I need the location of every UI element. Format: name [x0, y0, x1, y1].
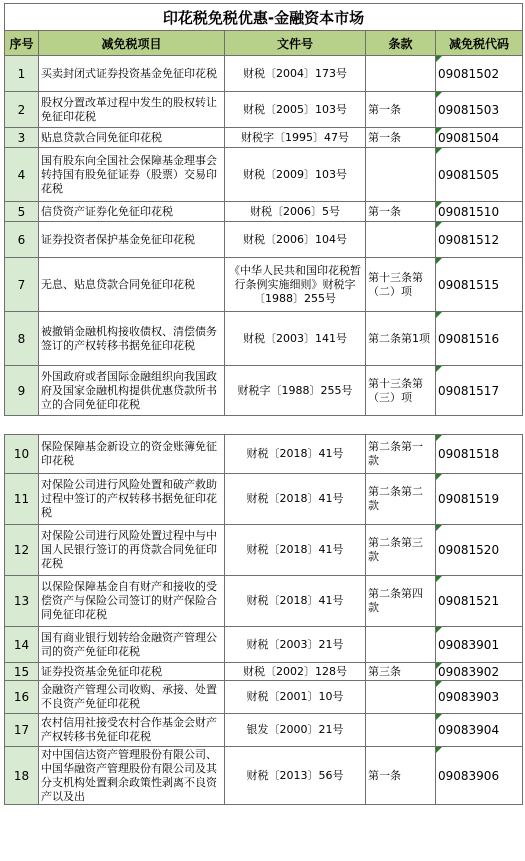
row-code-text: 09081502 — [438, 66, 500, 81]
row-code-text: 09083901 — [438, 637, 500, 652]
row-item-text: 对保险公司进行风险处置和破产救助过程中签订的产权转移书据免征印花税 — [41, 478, 217, 519]
row-number-text: 10 — [13, 447, 30, 461]
table-row — [5, 681, 523, 714]
table-row — [5, 474, 523, 525]
table-row — [5, 714, 523, 747]
row-item-text: 股权分置改革过程中发生的股权转让免征印花税 — [41, 95, 217, 123]
tax-table-bottom — [4, 434, 523, 805]
row-doc-text: 财税〔2003〕21号 — [246, 637, 344, 651]
row-code-text: 09081503 — [438, 102, 500, 117]
row-item — [39, 128, 225, 148]
row-code — [436, 435, 523, 474]
row-number-text: 17 — [13, 723, 30, 737]
row-code-text: 09083903 — [438, 690, 500, 704]
row-doc-text: 财税〔2002〕128号 — [243, 664, 347, 678]
row-code — [436, 663, 523, 681]
row-clause — [366, 56, 436, 92]
row-item — [39, 258, 225, 312]
row-item — [39, 56, 225, 92]
row-clause-text: 第二条第二款 — [368, 485, 423, 512]
row-code — [436, 366, 523, 416]
row-item — [39, 366, 225, 416]
row-code — [436, 714, 523, 747]
row-item — [39, 148, 225, 202]
row-item-text: 以保险保障基金自有财产和接收的受偿资产与保险公司签订的财产保险合同免征印花税 — [41, 580, 217, 621]
row-code — [436, 627, 523, 663]
row-clause-text: 第一条 — [368, 768, 401, 782]
row-doc-text: 财税〔2001〕10号 — [246, 690, 344, 703]
row-code-text: 09081520 — [438, 543, 500, 557]
table-row — [5, 92, 523, 128]
row-item-text: 被撤销金融机构接收债权、清偿债务签订的产权转移书据免征印花税 — [41, 324, 217, 352]
row-number — [5, 627, 39, 663]
row-number-text: 8 — [17, 331, 26, 346]
row-number-text: 14 — [13, 637, 30, 652]
row-number-text: 16 — [13, 690, 30, 704]
row-doc — [225, 663, 366, 681]
row-clause-text: 第一条 — [368, 102, 401, 116]
row-number — [5, 714, 39, 747]
row-number — [5, 576, 39, 627]
table-row — [5, 258, 523, 312]
row-code — [436, 128, 523, 148]
header-item: 减免税项目 — [39, 31, 225, 56]
row-number — [5, 148, 39, 202]
row-item-text: 对保险公司进行风险处置过程中与中国人民银行签订的再贷款合同免征印花税 — [41, 529, 217, 570]
row-number — [5, 258, 39, 312]
section-gap — [0, 427, 525, 434]
row-doc — [225, 148, 366, 202]
row-code-text: 09083902 — [438, 664, 500, 679]
row-number-text: 12 — [13, 543, 30, 557]
row-number — [5, 312, 39, 366]
row-doc — [225, 202, 366, 222]
table-row — [5, 56, 523, 92]
row-number — [5, 435, 39, 474]
header-clause: 条款 — [366, 31, 436, 56]
row-code-text: 09081519 — [438, 492, 500, 506]
row-code-text: 09081515 — [438, 277, 500, 292]
row-doc — [225, 576, 366, 627]
row-item — [39, 681, 225, 714]
table-row — [5, 747, 523, 805]
row-item-text: 外国政府或者国际金融组织向我国政府及国家金融机构提供优惠贷款所书立的合同免征印花税 — [41, 369, 217, 411]
table-row — [5, 627, 523, 663]
row-item-text: 金融资产管理公司收购、承接、处置不良资产免征印花税 — [41, 683, 217, 710]
tax-table-top — [4, 3, 523, 416]
row-clause — [366, 576, 436, 627]
table-row — [5, 525, 523, 576]
row-code-text: 09081517 — [438, 383, 500, 398]
row-clause-text: 第二条第1项 — [368, 331, 430, 345]
row-clause — [366, 627, 436, 663]
row-doc-text: 财税〔2003〕141号 — [243, 331, 347, 345]
row-doc — [225, 92, 366, 128]
row-number — [5, 92, 39, 128]
row-number — [5, 202, 39, 222]
row-clause-text: 第一条 — [368, 204, 401, 218]
row-clause-text: 第二条第三款 — [368, 536, 423, 563]
row-item-text: 保险保障基金新设立的资金账簿免征印花税 — [41, 440, 217, 467]
row-clause — [366, 92, 436, 128]
row-code-text: 09083906 — [438, 768, 500, 783]
row-number-text: 7 — [17, 277, 26, 292]
row-code — [436, 148, 523, 202]
row-doc — [225, 312, 366, 366]
row-doc — [225, 222, 366, 258]
row-clause-text: 第十三条第（三）项 — [368, 376, 423, 404]
row-number-text: 4 — [17, 167, 26, 182]
row-item-text: 国有股东向全国社会保障基金理事会转持国有股免征证券（股票）交易印花税 — [41, 153, 217, 195]
row-clause-text: 第十三条第（二）项 — [368, 270, 423, 298]
row-number-text: 15 — [13, 664, 30, 679]
row-doc — [225, 525, 366, 576]
row-doc — [225, 474, 366, 525]
row-doc — [225, 258, 366, 312]
row-clause — [366, 258, 436, 312]
row-number-text: 6 — [17, 232, 26, 247]
row-code-text: 09081516 — [438, 331, 500, 346]
row-item-text: 无息、贴息贷款合同免征印花税 — [41, 277, 195, 291]
row-number-text: 18 — [13, 768, 30, 783]
row-code — [436, 576, 523, 627]
row-item-text: 贴息贷款合同免征印花税 — [41, 130, 162, 144]
row-code-text: 09081510 — [438, 204, 500, 219]
row-clause-text: 第一条 — [368, 130, 401, 144]
table-row — [5, 312, 523, 366]
table-row — [5, 576, 523, 627]
row-code — [436, 56, 523, 92]
row-number — [5, 128, 39, 148]
header-code: 减免税代码 — [436, 31, 523, 56]
row-doc — [225, 435, 366, 474]
row-doc-text: 财税〔2005〕103号 — [243, 102, 347, 116]
table-row — [5, 435, 523, 474]
row-clause — [366, 312, 436, 366]
row-doc — [225, 56, 366, 92]
row-code — [436, 474, 523, 525]
row-doc-text: 财税〔2006〕104号 — [243, 232, 347, 246]
table-row — [5, 222, 523, 258]
row-clause — [366, 525, 436, 576]
row-item — [39, 474, 225, 525]
row-item-text: 国有商业银行划转给金融资产管理公司的资产免征印花税 — [41, 630, 217, 658]
row-item — [39, 92, 225, 128]
row-doc-text: 财税〔2009〕103号 — [243, 167, 347, 181]
row-item-text: 证券投资基金免征印花税 — [41, 664, 162, 678]
row-number-text: 11 — [13, 492, 30, 506]
table-title: 印花税免税优惠-金融资本市场 — [5, 4, 523, 31]
row-item-text: 信贷资产证券化免征印花税 — [41, 204, 173, 218]
row-number-text: 9 — [17, 383, 26, 398]
row-clause-text: 第三条 — [368, 664, 401, 678]
row-clause-text: 第二条第四款 — [368, 587, 423, 614]
row-clause — [366, 202, 436, 222]
row-item-text: 农村信用社接受农村合作基金会财产产权转移书免征印花税 — [41, 716, 217, 743]
row-doc-text: 财税〔2018〕41号 — [246, 543, 344, 556]
row-number — [5, 56, 39, 92]
row-item — [39, 435, 225, 474]
table-row — [5, 202, 523, 222]
row-doc — [225, 128, 366, 148]
row-clause — [366, 681, 436, 714]
row-doc-text: 财税〔2018〕41号 — [246, 594, 344, 607]
row-doc — [225, 747, 366, 805]
row-code — [436, 92, 523, 128]
row-number — [5, 663, 39, 681]
table-row — [5, 128, 523, 148]
row-code — [436, 681, 523, 714]
row-code-text: 09081518 — [438, 447, 500, 461]
row-number-text: 5 — [17, 204, 26, 219]
row-code — [436, 747, 523, 805]
row-doc-text: 财税字〔1988〕255号 — [237, 383, 353, 397]
row-item — [39, 202, 225, 222]
row-number — [5, 222, 39, 258]
row-number — [5, 474, 39, 525]
row-item — [39, 714, 225, 747]
row-code-text: 09081521 — [438, 594, 500, 608]
row-code — [436, 222, 523, 258]
row-item — [39, 222, 225, 258]
row-item — [39, 576, 225, 627]
row-clause — [366, 148, 436, 202]
row-clause — [366, 435, 436, 474]
row-doc-text: 财税〔2018〕41号 — [246, 447, 344, 460]
row-number — [5, 525, 39, 576]
row-clause — [366, 663, 436, 681]
table-row — [5, 366, 523, 416]
row-number-text: 3 — [17, 130, 26, 145]
row-doc-text: 财税〔2013〕56号 — [246, 768, 344, 782]
row-doc — [225, 627, 366, 663]
row-doc-text: 银发〔2000〕21号 — [246, 723, 344, 736]
row-doc — [225, 681, 366, 714]
row-number-text: 1 — [17, 66, 26, 81]
row-code-text: 09081505 — [438, 167, 500, 182]
table-row — [5, 148, 523, 202]
row-doc — [225, 366, 366, 416]
row-item — [39, 525, 225, 576]
row-item-text: 买卖封闭式证券投资基金免征印花税 — [41, 66, 217, 80]
row-code — [436, 258, 523, 312]
row-code — [436, 312, 523, 366]
row-doc-text: 财税〔2004〕173号 — [243, 66, 347, 80]
row-item — [39, 747, 225, 805]
row-item-text: 证券投资者保护基金免征印花税 — [41, 232, 195, 246]
table-row — [5, 663, 523, 681]
row-doc-text: 《中华人民共和国印花税暂行条例实施细则》财税字〔1988〕255号 — [229, 263, 361, 305]
row-clause — [366, 747, 436, 805]
header-doc: 文件号 — [225, 31, 366, 56]
row-doc-text: 财税字〔1995〕47号 — [241, 130, 349, 144]
row-number-text: 13 — [13, 594, 30, 608]
row-code — [436, 525, 523, 576]
row-number-text: 2 — [17, 102, 26, 117]
row-clause — [366, 474, 436, 525]
row-item — [39, 627, 225, 663]
row-number — [5, 681, 39, 714]
row-clause — [366, 714, 436, 747]
row-code-text: 09081504 — [438, 130, 500, 145]
header-no: 序号 — [5, 31, 39, 56]
row-doc-text: 财税〔2018〕41号 — [246, 492, 344, 505]
row-item — [39, 312, 225, 366]
row-clause-text: 第二条第一款 — [368, 440, 423, 467]
row-item-text: 对中国信达资产管理股份有限公司、中国华融资产管理股份有限公司及其分支机构处置剩余政策性剥离不良资产以及出 — [41, 747, 217, 803]
row-clause — [366, 366, 436, 416]
row-code-text: 09081512 — [438, 232, 500, 247]
row-number — [5, 747, 39, 805]
row-code — [436, 202, 523, 222]
row-code-text: 09083904 — [438, 723, 500, 737]
row-clause — [366, 222, 436, 258]
row-item — [39, 663, 225, 681]
row-number — [5, 366, 39, 416]
row-doc-text: 财税〔2006〕5号 — [250, 204, 340, 218]
row-clause — [366, 128, 436, 148]
row-doc — [225, 714, 366, 747]
